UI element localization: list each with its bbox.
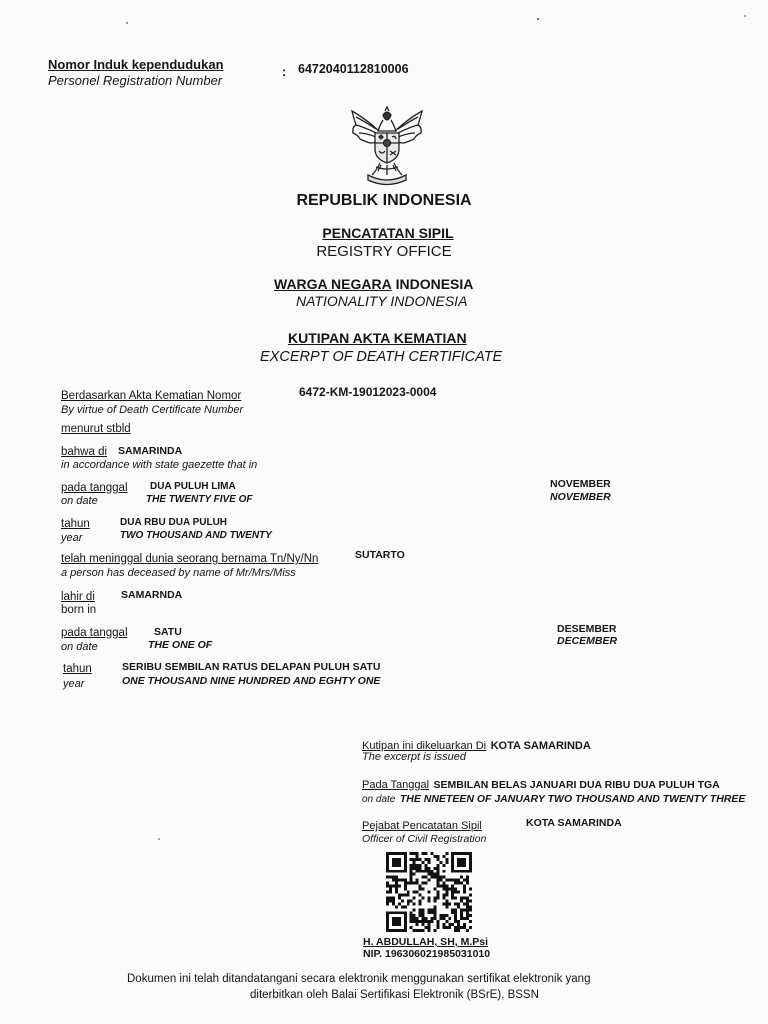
deceased-name: SUTARTO [355, 549, 405, 561]
birth-month-en: DECEMBER [557, 635, 618, 647]
birthplace-label-en: born in [61, 604, 97, 616]
office-title-en: REGISTRY OFFICE [316, 243, 452, 260]
officer-place: KOTA SAMARINDA [526, 817, 622, 829]
death-date-value-en: THE TWENTY FIVE OF [146, 494, 253, 505]
place-label: bahwa di [61, 446, 108, 458]
official-name: H. ABDULLAH, SH, M.Psi [363, 936, 489, 948]
birth-year-value: SERIBU SEMBILAN RATUS DELAPAN PULUH SATU [122, 661, 381, 673]
scan-speck [158, 838, 160, 840]
qr-code-icon [386, 852, 472, 932]
official-nip: NIP. 196306021985031010 [363, 948, 491, 960]
issued-label: Kutipan ini dikeluarkan Di [362, 740, 487, 752]
officer-label: Pejabat Pencatatan Sipil [362, 820, 482, 832]
nationality-line [274, 276, 473, 292]
document-title: KUTIPAN AKTA KEMATIAN [288, 330, 467, 346]
deceased-label-en: a person has deceased by name of Mr/Mrs/Miss [61, 567, 296, 579]
scan-speck [537, 18, 539, 20]
cert-number-label-en: By virtue of Death Certificate Number [61, 404, 244, 416]
birth-date-label-en: on date [61, 641, 98, 653]
birth-year-label-en: year [63, 678, 85, 690]
scan-speck [126, 22, 128, 24]
death-date-label: pada tanggal [61, 482, 128, 494]
death-year-value-en: TWO THOUSAND AND TWENTY [120, 530, 272, 541]
issued-date-line-en [362, 789, 745, 807]
death-month-en: NOVEMBER [550, 491, 611, 503]
birth-date-value: SATU [154, 626, 182, 638]
deceased-label: telah meninggal dunia seorang bernama Tn/Ny/Nn [61, 553, 319, 565]
issued-date-value-en: THE NNETEEN OF JANUARY TWO THOUSAND AND TWENTY THREE [399, 793, 746, 805]
death-year-label-en: year [61, 532, 83, 544]
birthplace-label: lahir di [61, 591, 95, 603]
scan-speck [744, 15, 746, 17]
office-title: PENCATATAN SIPIL [322, 225, 454, 241]
footer-line-1: Dokumen ini telah ditandatangani secara elektronik menggunakan sertifikat elektronik yang [127, 973, 591, 985]
birth-date-value-en: THE ONE OF [148, 639, 213, 651]
nik-separator: : [282, 64, 287, 79]
stbld-label: menurut stbld [61, 423, 131, 435]
cert-number-value: 6472-KM-19012023-0004 [299, 385, 437, 399]
issued-date-label-en: on date [362, 794, 396, 805]
place-label-en: in accordance with state gaezette that in [61, 459, 258, 471]
birth-month: DESEMBER [557, 623, 617, 635]
birthplace-value: SAMARNDA [121, 589, 183, 601]
death-date-label-en: on date [61, 495, 98, 507]
officer-label-en: Officer of Civil Registration [362, 833, 487, 845]
nik-label-en: Personel Registration Number [48, 73, 223, 88]
nationality-label: WARGA NEGARA [274, 276, 392, 292]
death-year-label: tahun [61, 518, 90, 530]
death-year-value: DUA RBU DUA PULUH [120, 517, 228, 528]
garuda-emblem-icon [346, 105, 428, 187]
place-value: SAMARINDA [118, 445, 183, 457]
nik-value: 6472040112810006 [298, 62, 409, 76]
birth-date-label: pada tanggal [61, 627, 128, 639]
nationality-value: INDONESIA [395, 276, 474, 292]
nationality-en: NATIONALITY INDONESIA [296, 293, 468, 309]
issued-date-value: SEMBILAN BELAS JANUARI DUA RIBU DUA PULUH TGA [433, 779, 720, 791]
issued-place: KOTA SAMARINDA [490, 740, 591, 752]
document-title-en: EXCERPT OF DEATH CERTIFICATE [260, 349, 503, 365]
footer-line-2: diterbitkan oleh Balai Sertifikasi Elektronik (BSrE), BSSN [250, 989, 539, 1001]
death-date-value: DUA PULUH LIMA [150, 481, 236, 492]
nik-label: Nomor Induk kependudukan [48, 57, 224, 72]
cert-number-label: Berdasarkan Akta Kematian Nomor [61, 390, 242, 402]
country-title: REPUBLIK INDONESIA [296, 192, 472, 209]
death-month: NOVEMBER [550, 478, 611, 490]
issued-date-label: Pada Tanggal [362, 779, 430, 791]
birth-year-value-en: ONE THOUSAND NINE HUNDRED AND EGHTY ONE [122, 675, 381, 687]
birth-year-label: tahun [63, 663, 92, 675]
issued-label-en: The excerpt is issued [362, 751, 466, 763]
